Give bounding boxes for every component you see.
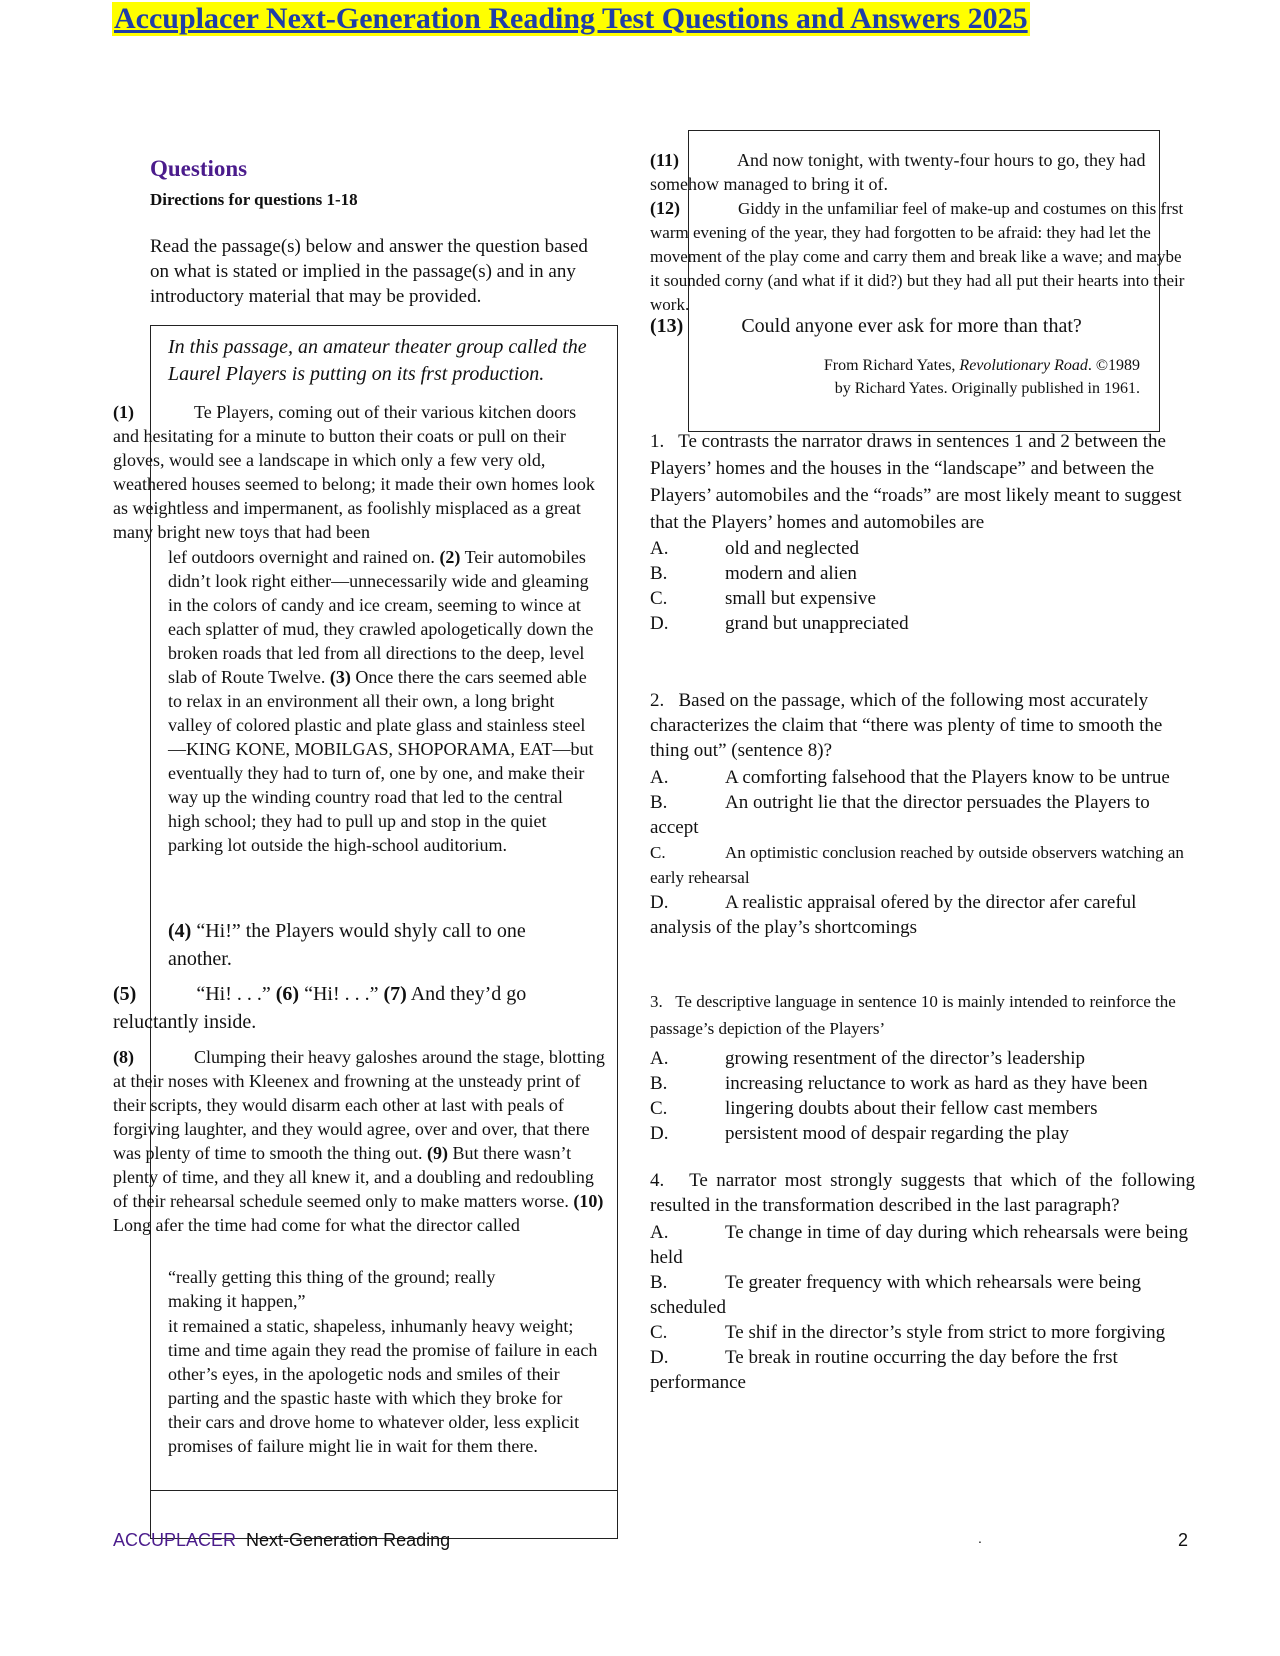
page-number: 2 [1178, 1530, 1189, 1550]
paragraph-text: lef outdoors overnight and rained on. [168, 547, 435, 567]
option-letter: A. [650, 1222, 669, 1243]
questions-heading: Questions [150, 156, 248, 181]
sentence-text: But there wasn’t plenty of time, and they all knew it, and a doubling and redoubling of their rehearsal schedule seemed only to make matters worse. [113, 1143, 594, 1211]
paragraph-number: (8) [113, 1047, 134, 1067]
answer-option-d[interactable] [650, 1345, 1195, 1395]
answer-option-d[interactable] [650, 611, 1195, 636]
sentence-number: (7) [383, 983, 407, 1005]
sentence-text: “Hi! . . .” [304, 983, 379, 1005]
question-text: Te contrasts the narrator draws in sentences 1 and 2 between the Players’ homes and the houses in the “landscape” and between the Players’ automobiles and the “roads” are most likely meant to suggest that the Players’ homes and automobiles are [650, 431, 1182, 533]
director-quote: “really getting this thing of the ground; really making it happen,” [168, 1267, 496, 1311]
paragraph-1-continued [168, 545, 598, 857]
paragraph-text: Clumping their heavy galoshes around the stage, blotting at their noses with Kleenex and frowning at the unsteady print of their scripts, they would disarm each other at last with peals of forgiving laughter, and they would agree, over and over, that there was plenty of time to smooth the thing out. [113, 1047, 605, 1163]
source-text: by Richard Yates. Originally published in 1961. [834, 380, 1140, 397]
question-text: Te descriptive language in sentence 10 is mainly intended to reinforce the passage’s depiction of the Players’ [650, 992, 1176, 1038]
option-text: growing resentment of the director’s leadership [725, 1048, 1086, 1069]
question-number: 4. [650, 1170, 665, 1191]
paragraph-text: Te Players, coming out of their various kitchen doors and hesitating for a minute to button their coats or pull on their gloves, would see a landscape in which only a few very old, weathered houses seemed to belong; it made their own homes look as weightless and impermanent, as foolishly misplaced as a great many bright new toys that had been [113, 402, 595, 542]
paragraph-text: Could anyone ever ask for more than that? [741, 315, 1082, 337]
option-text: increasing reluctance to work as hard as they have been [725, 1073, 1148, 1094]
question-1 [650, 428, 1195, 636]
option-text: lingering doubts about their fellow cast members [725, 1098, 1098, 1119]
answer-option-c[interactable] [650, 840, 1195, 890]
option-text: A realistic appraisal ofered by the director afer careful analysis of the play’s shortcomings [650, 892, 1137, 938]
question-3 [650, 988, 1195, 1146]
footer-label [113, 1530, 450, 1551]
paragraph-1 [113, 400, 605, 544]
option-letter: A. [650, 538, 669, 559]
option-letter: B. [650, 563, 668, 584]
question-2 [650, 688, 1195, 940]
sentence-number: (2) [439, 547, 461, 567]
option-text: Te greater frequency with which rehearsals were being scheduled [650, 1272, 1141, 1318]
option-text: modern and alien [725, 563, 857, 584]
answer-option-a[interactable] [650, 536, 1195, 561]
option-text: Te change in time of day during which rehearsals were being held [650, 1222, 1188, 1268]
answer-option-c[interactable] [650, 1096, 1195, 1121]
sentence-text: “Hi!” the Players would shyly call to one another. [168, 920, 526, 970]
sentence-text: Long afer the time had come for what the director called [113, 1215, 520, 1235]
option-text: An outright lie that the director persuades the Players to accept [650, 792, 1150, 838]
question-text: Based on the passage, which of the following most accurately characterizes the claim that “there was plenty of time to smooth the thing out” (sentence 8)? [650, 690, 1163, 761]
option-letter: A. [650, 767, 669, 788]
source-text: From Richard Yates, [823, 357, 956, 374]
answer-option-d[interactable] [650, 1121, 1195, 1146]
paragraph-text: And now tonight, with twenty-four hours to go, they had somehow managed to bring it of. [650, 150, 1146, 194]
source-book-title: Revolutionary Road [959, 357, 1088, 374]
option-letter: D. [650, 1347, 669, 1368]
sentence-number: (4) [168, 920, 192, 942]
sentence-text: And they’d go reluctantly inside. [113, 983, 527, 1033]
sentence-text: Teir automobiles didn’t look right either—unnecessarily wide and gleaming in the colors of candy and ice cream, seeming to wince at each splatter of mud, they crawled apologetically down the broken roads that led from all directions to the deep, level slab of Route Twelve. [168, 547, 594, 687]
answer-option-d[interactable] [650, 890, 1195, 940]
option-text: persistent mood of despair regarding the play [725, 1123, 1070, 1144]
option-text: old and neglected [725, 538, 860, 559]
option-letter: C. [650, 1098, 668, 1119]
option-letter: C. [650, 588, 668, 609]
paragraph-number: (5) [113, 983, 137, 1005]
question-text: Te narrator most strongly suggests that which of the following resulted in the transformation described in the last paragraph? [650, 1170, 1195, 1216]
paragraph-12 [650, 196, 1195, 317]
option-text: Te shif in the director’s style from strict to more forgiving [725, 1322, 1166, 1343]
footer-subtitle: Next-Generation Reading [246, 1530, 451, 1550]
option-letter: D. [650, 613, 669, 634]
option-text: An optimistic conclusion reached by outside observers watching an early rehearsal [650, 843, 1184, 887]
paragraph-4 [168, 917, 568, 973]
passage-source [700, 354, 1140, 400]
paragraph-number: (1) [113, 402, 134, 422]
option-text: Te break in routine occurring the day before the frst performance [650, 1347, 1118, 1393]
option-letter: B. [650, 792, 668, 813]
question-stem [650, 688, 1195, 763]
option-text: A comforting falsehood that the Players know to be untrue [725, 767, 1170, 788]
question-number: 3. [650, 992, 663, 1011]
directions-heading: Directions for questions 1-18 [150, 190, 358, 209]
option-letter: C. [650, 843, 666, 862]
passage-box-divider [150, 1490, 618, 1491]
question-stem [650, 1168, 1195, 1218]
sentence-number: (6) [275, 983, 300, 1005]
paragraph-number: (11) [650, 150, 679, 170]
passage-intro: In this passage, an amateur theater group called the Laurel Players is putting on its frst production. [168, 336, 587, 385]
source-text: . ©1989 [1087, 357, 1140, 374]
question-stem [650, 988, 1195, 1042]
question-number: 2. [650, 690, 665, 711]
document-title: Accuplacer Next-Generation Reading Test Questions and Answers 2025 [114, 2, 1028, 35]
paragraph-number: (12) [650, 198, 680, 218]
option-letter: C. [650, 1322, 668, 1343]
option-letter: B. [650, 1073, 668, 1094]
answer-option-b[interactable] [650, 1270, 1195, 1320]
option-letter: B. [650, 1272, 668, 1293]
answer-option-b[interactable] [650, 790, 1195, 840]
sentence-number: (3) [329, 667, 351, 687]
answer-option-b[interactable] [650, 561, 1195, 586]
question-stem [650, 428, 1195, 536]
question-4 [650, 1168, 1195, 1395]
answer-option-c[interactable] [650, 586, 1195, 611]
paragraph-number: (13) [650, 315, 684, 337]
answer-option-c[interactable] [650, 1320, 1195, 1345]
instructions-text: Read the passage(s) below and answer the question based on what is stated or implied in the passage(s) and in any introductory material that may be provided. [150, 236, 588, 307]
answer-option-a[interactable] [650, 765, 1195, 790]
footer-brand: ACCUPLACER [113, 1530, 237, 1550]
paragraph-5 [113, 980, 573, 1036]
question-number: 1. [650, 431, 665, 452]
paragraph-11 [650, 148, 1195, 196]
sentence-text: Once there the cars seemed able to relax in an environment all their own, a long bright valley of colored plastic and plate glass and stainless steel—KING KONE, MOBILGAS, SHOPORAMA, EAT—but eventually they had to turn of, one by one, and make their way up the winding country road that led to the central high school; they had to pull up and stop in the quiet parking lot outside the high-school auditorium. [168, 667, 594, 855]
paragraph-13 [650, 313, 1195, 339]
answer-option-a[interactable] [650, 1046, 1195, 1071]
option-letter: A. [650, 1048, 669, 1069]
paragraph-10-continued: it remained a static, shapeless, inhumanly heavy weight; time and time again they read the promise of failure in each other’s eyes, in the apologetic nods and smiles of their parting and the spastic haste with which they broke for their cars and drove home to whatever older, less explicit promises of failure might lie in wait for them there. [168, 1316, 598, 1456]
sentence-number: (9) [426, 1143, 448, 1163]
sentence-text: “Hi! . . .” [196, 983, 271, 1005]
option-text: small but expensive [725, 588, 876, 609]
answer-option-b[interactable] [650, 1071, 1195, 1096]
option-text: grand but unappreciated [725, 613, 909, 634]
paragraph-8 [113, 1045, 613, 1237]
footer-dot: . [978, 1530, 982, 1546]
sentence-number: (10) [573, 1191, 604, 1211]
answer-option-a[interactable] [650, 1220, 1195, 1270]
option-letter: D. [650, 892, 669, 913]
option-letter: D. [650, 1123, 669, 1144]
paragraph-text: Giddy in the unfamiliar feel of make-up and costumes on this frst warm evening of the year, they had forgotten to be afraid: they had let the movement of the play come and carry them and break like a wave; and maybe it sounded corny (and what if it did?) but they had all put their hearts into their work. [650, 199, 1185, 314]
